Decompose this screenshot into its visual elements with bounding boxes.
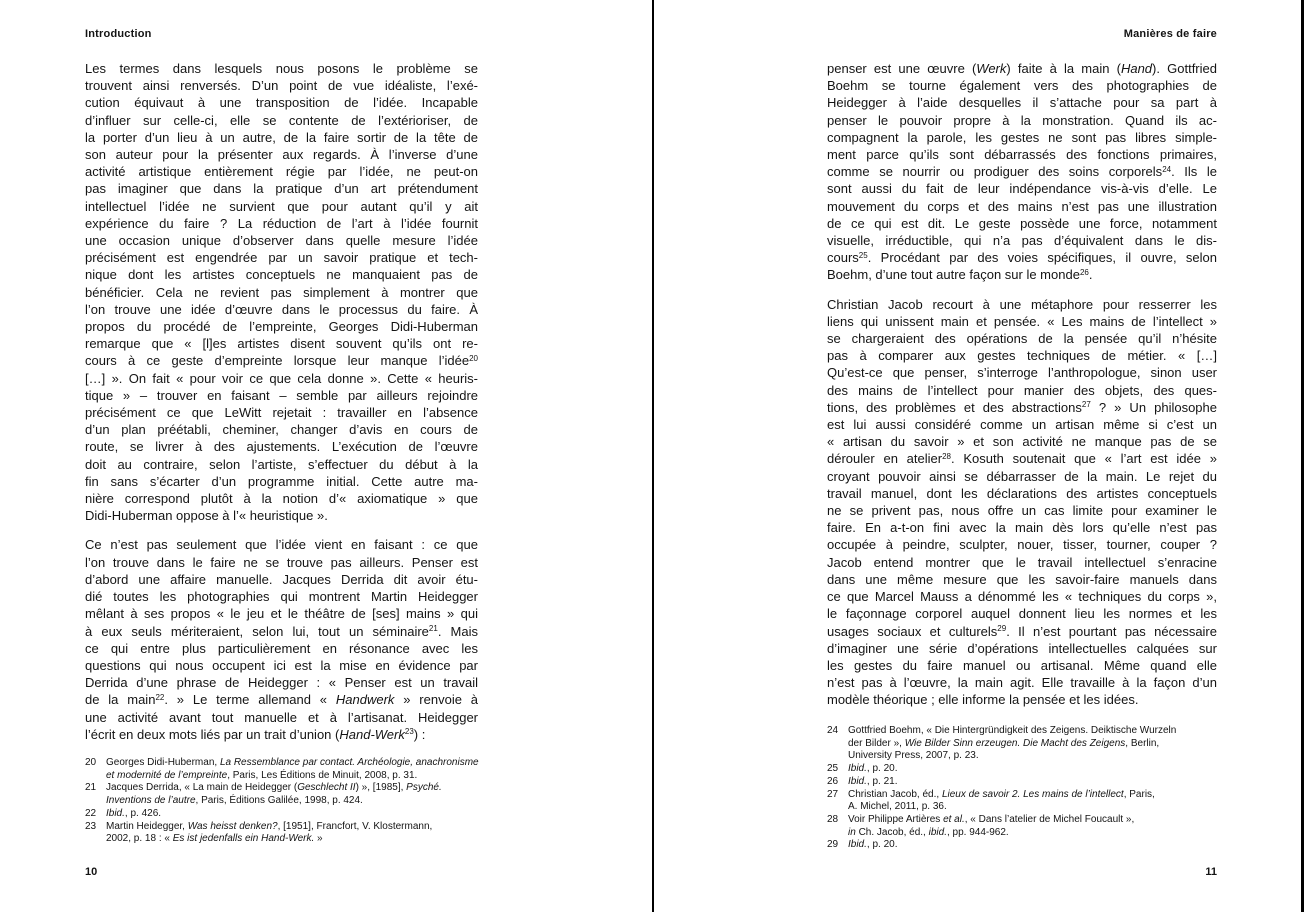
running-head-left: Introduction xyxy=(85,28,152,40)
footnote-line: Voir Philippe Artières et al., « Dans l’atelier de Michel Foucault », xyxy=(848,813,1135,825)
footnote-line: Ibid., p. 20. xyxy=(848,839,898,851)
text-line: d’imaginer une série d’opérations intellectuelles calquées sur xyxy=(827,640,1217,656)
text-line: pas à comparer aux gestes techniques de métier. « […] xyxy=(827,348,1217,364)
footnote-line: Martin Heidegger, Was heisst denken?, [1951], Francfort, V. Klostermann, xyxy=(106,820,433,832)
text-line: d’un plan préétabli, cheminer, changer d’avis en cours de xyxy=(85,422,478,438)
running-head-right: Manières de faire xyxy=(1123,28,1217,40)
footnote-line: Jacques Derrida, « La main de Heidegger (Geschlecht II) », [1985], Psyché. xyxy=(106,782,442,794)
text-line: dans une même mesure que les savoir-faire manuels dans xyxy=(827,571,1217,587)
footnote-line: University Press, 2007, p. 23. xyxy=(848,750,979,762)
text-line: pas imaginer que dans la pratique d’un art prétendument xyxy=(85,181,478,197)
text-line: Jacob entend montrer que le travail intellectuel s’enracine xyxy=(827,554,1217,570)
text-line: occupée à peindre, sculpter, nouer, tisser, tourner, couper ? xyxy=(827,537,1217,553)
footnote-line: et modernité de l’empreinte, Paris, Les Éditions de Minuit, 2008, p. 31. xyxy=(106,769,418,781)
text-line: Didi-Huberman oppose à l’« heuristique ». xyxy=(85,508,328,524)
text-line: des mains de l’intellect pour manier des objets, des ques- xyxy=(827,382,1217,398)
footnote-line: A. Michel, 2011, p. 36. xyxy=(848,801,947,813)
text-line: ne se privent pas, nous offre un cas limite pour examiner le xyxy=(827,503,1217,519)
text-line: sont aussi du fait de leur indépendance vis-à-vis d’elle. Le xyxy=(827,181,1217,197)
footnote xyxy=(827,814,1217,839)
text-line: la porter d’un lieu à un autre, de la faire sortir de la tête de xyxy=(85,129,478,145)
text-line: tions, des problèmes et des abstractions$^{27}$ ? » Un philosophe xyxy=(827,399,1217,415)
footnote-number: 29 xyxy=(827,839,839,851)
text-line: « artisan du savoir » et son activité ne manque pas de se xyxy=(827,434,1217,450)
page-number-left: 10 xyxy=(85,866,98,878)
text-line: Boehm se tourne également vers des photographies de xyxy=(827,78,1217,94)
text-line: se chargeraient des opérations de la pensée qu’il n’hésite xyxy=(827,331,1217,347)
footnote-number: 27 xyxy=(827,788,839,800)
text-line: précisément ce que LeWitt rejetait : travailler en l’absence xyxy=(85,405,478,421)
footnote-line: in Ch. Jacob, éd., ibid., pp. 944-962. xyxy=(848,826,1009,838)
text-line: doit au contraire, selon l’artiste, s’effectuer du début à la xyxy=(85,456,478,472)
text-line: d’abord une affaire manuelle. Jacques Derrida dit avoir étu- xyxy=(85,571,478,587)
text-line: l’on trouve une idée d’œuvre dans le processus du faire. À xyxy=(85,301,478,317)
text-line: Christian Jacob recourt à une métaphore pour resserrer les xyxy=(827,296,1217,312)
text-line: Derrida d’une phrase de Heidegger : « Penser est un travail xyxy=(85,675,478,691)
text-line: […] ». On fait « pour voir ce que cela donne ». Cette « heuris- xyxy=(85,370,478,386)
text-line: précisément est engendrée par un savoir pratique et tech- xyxy=(85,250,478,266)
footnote-number: 24 xyxy=(827,725,839,736)
footnote xyxy=(85,757,478,782)
footnote-line: 2002, p. 18 : « Es ist jedenfalls ein Hand-Werk. » xyxy=(106,833,323,845)
footnote xyxy=(827,839,1217,852)
text-line: Boehm, d’une tout autre façon sur le monde$^{26}$. xyxy=(827,267,1093,283)
paragraph xyxy=(85,536,478,742)
footnotes-right xyxy=(827,725,1217,852)
text-line: à eux seuls mériteraient, selon lui, tout un séminaire$^{21}$. Mais xyxy=(85,623,478,639)
text-line: activité artistique entièrement régie par l’idée, ne peut-on xyxy=(85,164,478,180)
text-line: d’influer sur celle-ci, elle se contente de l’extérioriser, de xyxy=(85,112,478,128)
paragraph xyxy=(85,60,478,524)
text-line: dié toutes les photographies qui montrent Martin Heidegger xyxy=(85,589,478,605)
footnote-line: Ibid., p. 21. xyxy=(848,775,898,787)
page-left-column xyxy=(85,0,478,912)
text-line: ce que Marcel Mauss a dénommé les « techniques du corps », xyxy=(827,589,1217,605)
text-line: remarque que « [l]es artistes disent souvent qu’ils ont re- xyxy=(85,336,478,352)
text-line: travail manuel, dont les déclarations des artistes conceptuels xyxy=(827,485,1217,501)
text-line: route, se livrer à des ajustements. L’exécution de l’œuvre xyxy=(85,439,478,455)
text-line: usages sociaux et culturels$^{29}$. Il n’est pourtant pas nécessaire xyxy=(827,623,1217,639)
text-line: fin sans s’écarter d’un programme initial. Cette autre ma- xyxy=(85,473,478,489)
text-line: tique » – trouver en faisant – semble par ailleurs rejoindre xyxy=(85,387,478,403)
footnote-line: Ibid., p. 426. xyxy=(106,807,162,819)
page-right-column xyxy=(827,0,1217,912)
footnote-line: der Bilder », Wie Bilder Sinn erzeugen. Die Macht des Zeigens, Berlin, xyxy=(848,737,1160,749)
text-line: expérience du faire ? La réduction de l’art à l’idée fournit xyxy=(85,215,478,231)
text-line: n’est pas à l’œuvre, la main agit. Elle travaille à la façon d’un xyxy=(827,675,1217,691)
footnote-number: 26 xyxy=(827,775,839,787)
text-line: nière correspond plutôt à la notion d’« axiomatique » que xyxy=(85,491,478,507)
text-line: comme se nourrir ou prodiguer des soins corporels$^{24}$. Ils le xyxy=(827,164,1217,180)
text-line: l’écrit en deux mots liés par un trait d’union (Hand-Werk$^{23}$) : xyxy=(85,726,426,742)
body-text-left xyxy=(85,60,478,755)
text-line: penser est une œuvre (Werk) faite à la main (Hand). Gottfried xyxy=(827,61,1217,76)
footnote-line: Ibid., p. 20. xyxy=(848,763,898,775)
text-line: intellectuel l’idée ne survient que pour autant qu’il y ait xyxy=(85,198,478,214)
text-line: cution équivaut à une transposition de l’idée. Incapable xyxy=(85,95,478,111)
footnote-line: Inventions de l’autre, Paris, Éditions Galilée, 1998, p. 424. xyxy=(106,795,363,807)
text-line: cours$^{25}$. Procédant par des voies spécifiques, il ouvre, selon xyxy=(827,250,1217,266)
footnote xyxy=(85,808,478,821)
text-line: une activité avant tout manuelle et à l’artisanat. Heidegger xyxy=(85,709,478,725)
text-line: modèle théorique ; elle informe la pensée et les idées. xyxy=(827,692,1139,708)
footnote xyxy=(827,763,1217,776)
body-text-right xyxy=(827,60,1217,721)
text-line: l’on trouve dans le faire ne se trouve pas ailleurs. Penser est xyxy=(85,554,478,570)
text-line: faire. En a-t-on fini avec la main dès lors qu’elle n’est pas xyxy=(827,520,1217,536)
text-line: Heidegger à l’aide desquelles il s’attache pour sa part à xyxy=(827,95,1217,111)
footnote xyxy=(827,776,1217,789)
footnote-number: 23 xyxy=(85,820,97,832)
footnote-number: 25 xyxy=(827,763,839,775)
text-line: Les termes dans lesquels nous posons le problème se xyxy=(85,61,478,76)
page-number-right: 11 xyxy=(1205,866,1217,878)
footnote-number: 20 xyxy=(85,757,97,768)
footnote-line: Gottfried Boehm, « Die Hintergründigkeit des Zeigens. Deiktische Wurzeln xyxy=(848,725,1177,736)
footnote xyxy=(85,821,478,846)
text-line: compagnent la parole, les gestes ne sont pas libres simple- xyxy=(827,129,1217,145)
text-line: croyant pouvoir ainsi se débarrasser de la main. Le rejet du xyxy=(827,468,1217,484)
footnote-number: 22 xyxy=(85,807,97,819)
text-line: de la main$^{22}$. » Le terme allemand « Handwerk » renvoie à xyxy=(85,692,479,708)
text-line: le façonnage corporel auquel donnent lieu les normes et les xyxy=(827,606,1217,622)
text-line: dérouler en atelier$^{28}$. Kosuth soutenait que « l’art est idée » xyxy=(827,451,1217,467)
text-line: ce qui entre plus particulièrement en résonance avec les xyxy=(85,640,478,656)
footnote xyxy=(827,789,1217,814)
text-line: ment parce qu’ils sont débarrassés des fonctions primaires, xyxy=(827,147,1217,163)
text-line: de ce qui est dit. Le geste possède une force, notamment xyxy=(827,215,1217,231)
text-line: est lui aussi considéré comme un artisan même si c’est un xyxy=(827,417,1217,433)
paragraph xyxy=(827,60,1217,284)
text-line: penser le pouvoir propre à la monstration. Quand ils ac- xyxy=(827,112,1217,128)
text-line: propos du procédé de l’empreinte, Georges Didi-Huberman xyxy=(85,319,478,335)
text-line: visuelle, irréductible, qui n’a pas d’équivalent dans le dis- xyxy=(827,233,1217,249)
text-line: Qu’est-ce que penser, s’interroge l’anthropologue, sinon user xyxy=(827,365,1217,381)
page-gutter-divider xyxy=(652,0,654,912)
text-line: bénéficier. Cela ne revient pas simplement à montrer que xyxy=(85,284,478,300)
text-line: son auteur pour la présenter aux regards. À l’inverse d’une xyxy=(85,147,478,163)
footnote-number: 21 xyxy=(85,782,97,794)
paragraph xyxy=(827,296,1217,709)
text-line: liens qui unissent main et pensée. « Les mains de l’intellect » xyxy=(827,313,1217,329)
footnote xyxy=(85,782,478,807)
page-right xyxy=(654,0,1304,912)
text-line: questions qui nous occupent ici est la mise en évidence par xyxy=(85,657,478,673)
text-line: trouvent ainsi renversés. D’un point de vue idéaliste, l’exé- xyxy=(85,78,478,94)
footnote-number: 28 xyxy=(827,813,839,825)
text-line: nique dont les artistes conceptuels ne manquaient pas de xyxy=(85,267,478,283)
footnote-line: Christian Jacob, éd., Lieux de savoir 2. Les mains de l’intellect, Paris, xyxy=(848,788,1155,800)
text-line: cours à ce geste d’empreinte lorsque leur manque l’idée$^{20}$ xyxy=(85,353,478,369)
footnote xyxy=(827,725,1217,763)
text-line: mêlant à ses propos « le jeu et le théâtre de [ses] mains » qui xyxy=(85,606,478,622)
footnotes-left xyxy=(85,757,478,846)
text-line: Ce n’est pas seulement que l’idée vient en faisant : ce que xyxy=(85,537,478,553)
text-line: une occasion unique d’observer dans quelle mesure l’idée xyxy=(85,233,478,249)
text-line: les gestes du faire manuel ou artisanal. Même quand elle xyxy=(827,657,1217,673)
text-line: mouvement du corps et des mains n’est pas une illustration xyxy=(827,198,1217,214)
footnote-line: Georges Didi-Huberman, La Ressemblance par contact. Archéologie, anachronisme xyxy=(106,757,479,768)
